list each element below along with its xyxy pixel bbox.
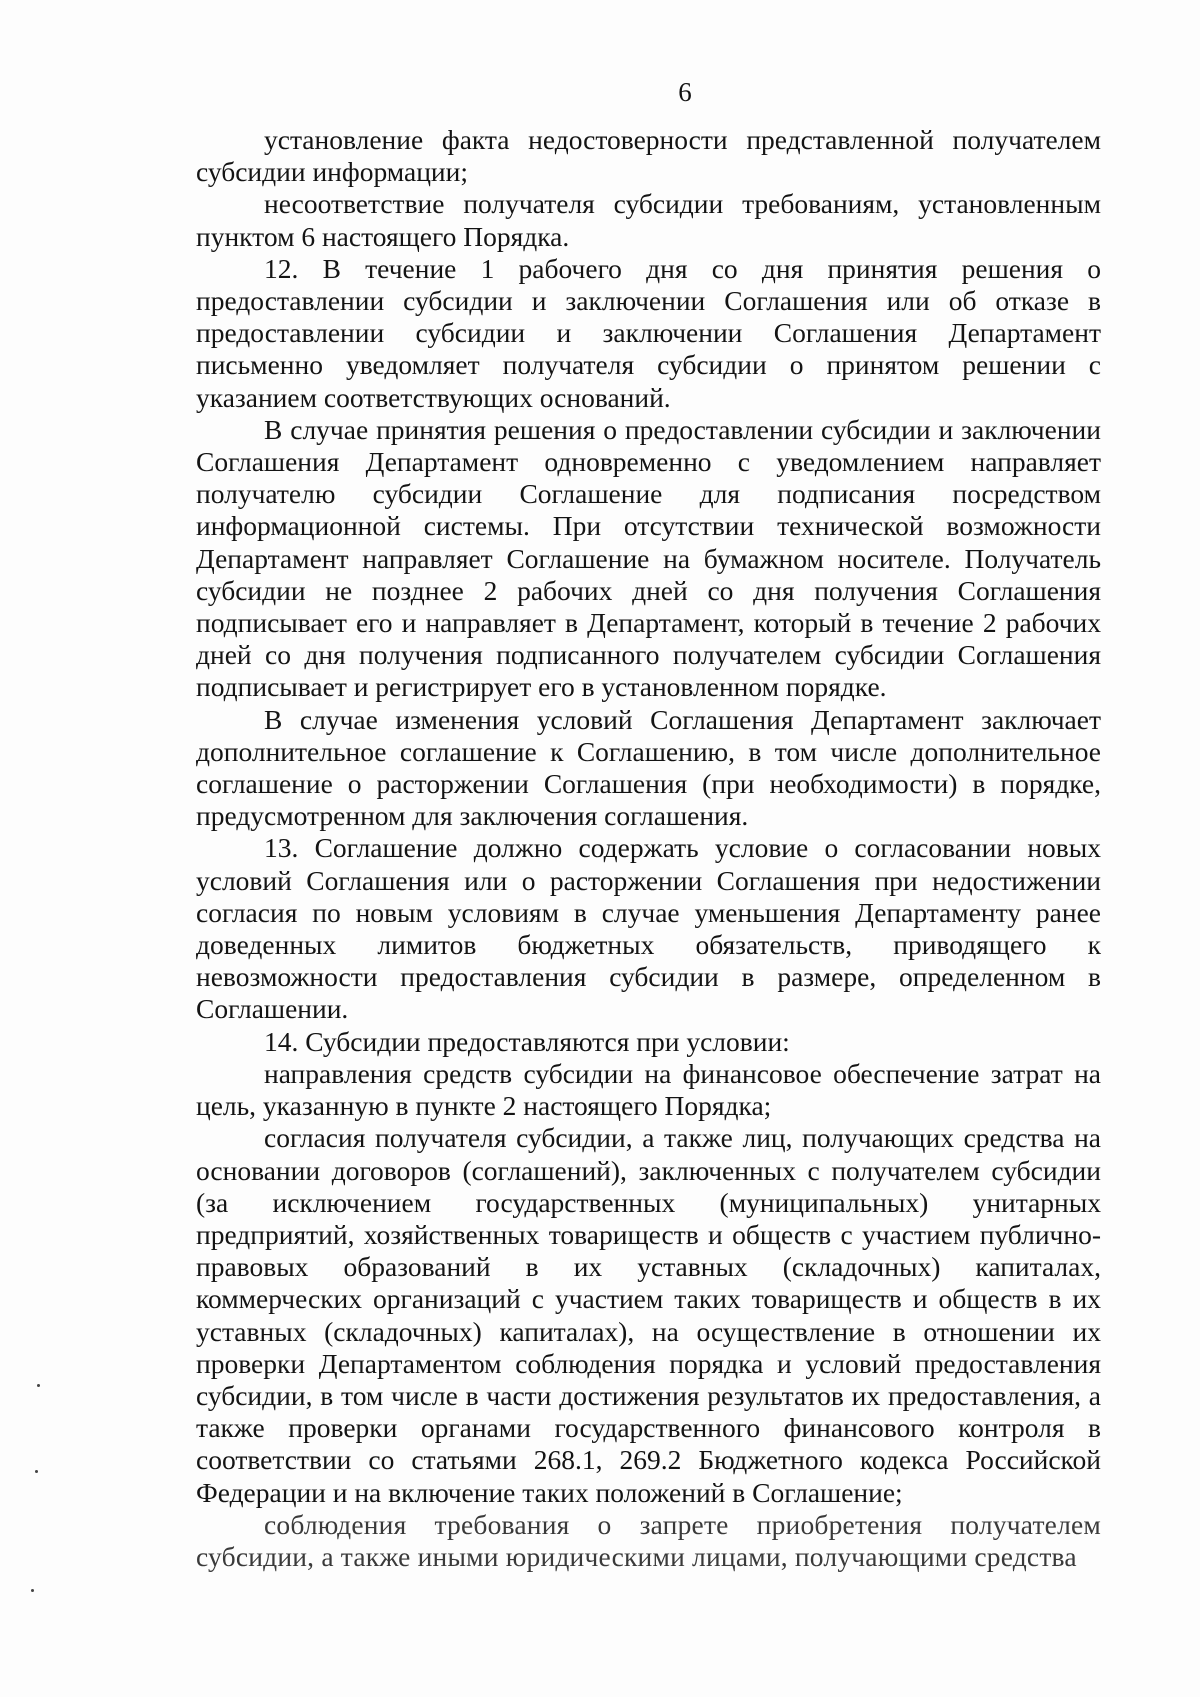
paragraph: 12. В течение 1 рабочего дня со дня принятия решения о предоставлении субсидии и заключении Соглашения или об отказе в предоставлении субсидии и заключении Соглашения Департамент письменно уведомляет получателя субсидии о принятом решении с указанием соответствующих оснований. <box>196 252 1101 413</box>
paragraph: 13. Соглашение должно содержать условие о согласовании новых условий Соглашения или о расторжении Соглашения при недостижении согласия по новым условиям в случае уменьшения Департаменту ранее доведенных лимитов бюджетных обязательств, приводящего к невозможности предоставления субсидии в размере, определенном в Соглашении. <box>196 832 1101 1025</box>
paragraph: согласия получателя субсидии, а также лиц, получающих средства на основании договоров (соглашений), заключенных с получателем субсидии (за исключением государственных (муниципальных) унитарных предприятий, хозяйственных товариществ и обществ с участием публично-правовых образований в их уставных (складочных) капиталах, коммерческих организаций с участием таких товариществ и обществ в их уставных (складочных) капиталах), на осуществление в отношении их проверки Департаментом соблюдения порядка и условий предоставления субсидии, в том числе в части достижения результатов их предоставления, а также проверки органами государственного финансового контроля в соответствии со статьями 268.1, 269.2 Бюджетного кодекса Российской Федерации и на включение таких положений в Соглашение; <box>196 1122 1101 1508</box>
scan-speck <box>35 1470 38 1473</box>
paragraph: В случае принятия решения о предоставлении субсидии и заключении Соглашения Департамент одновременно с уведомлением направляет получателю субсидии Соглашение для подписания посредством информационной системы. При отсутствии технической возможности Департамент направляет Соглашение на бумажном носителе. Получатель субсидии не позднее 2 рабочих дней со дня получения Соглашения подписывает его и направляет в Департамент, который в течение 2 рабочих дней со дня получения подписанного получателем субсидии Соглашения подписывает и регистрирует его в установленном порядке. <box>196 413 1101 703</box>
scan-speck <box>31 1589 34 1592</box>
page-number: 6 <box>678 77 692 107</box>
scan-speck <box>37 1384 40 1387</box>
paragraph: направления средств субсидии на финансовое обеспечение затрат на цель, указанную в пункте 2 настоящего Порядка; <box>196 1057 1101 1122</box>
paragraph: установление факта недостоверности представленной получателем субсидии информации; <box>196 124 1101 188</box>
paragraph: несоответствие получателя субсидии требованиям, установленным пунктом 6 настоящего Порядка. <box>196 188 1101 252</box>
paragraph: 14. Субсидии предоставляются при условии: <box>264 1025 790 1057</box>
document-body <box>196 124 1101 1573</box>
paragraph: В случае изменения условий Соглашения Департамент заключает дополнительное соглашение к Соглашению, в том числе дополнительное соглашение о расторжении Соглашения (при необходимости) в порядке, предусмотренном для заключения соглашения. <box>196 703 1101 832</box>
paragraph: соблюдения требования о запрете приобретения получателем субсидии, а также иными юридическими лицами, получающими средства <box>196 1508 1101 1572</box>
